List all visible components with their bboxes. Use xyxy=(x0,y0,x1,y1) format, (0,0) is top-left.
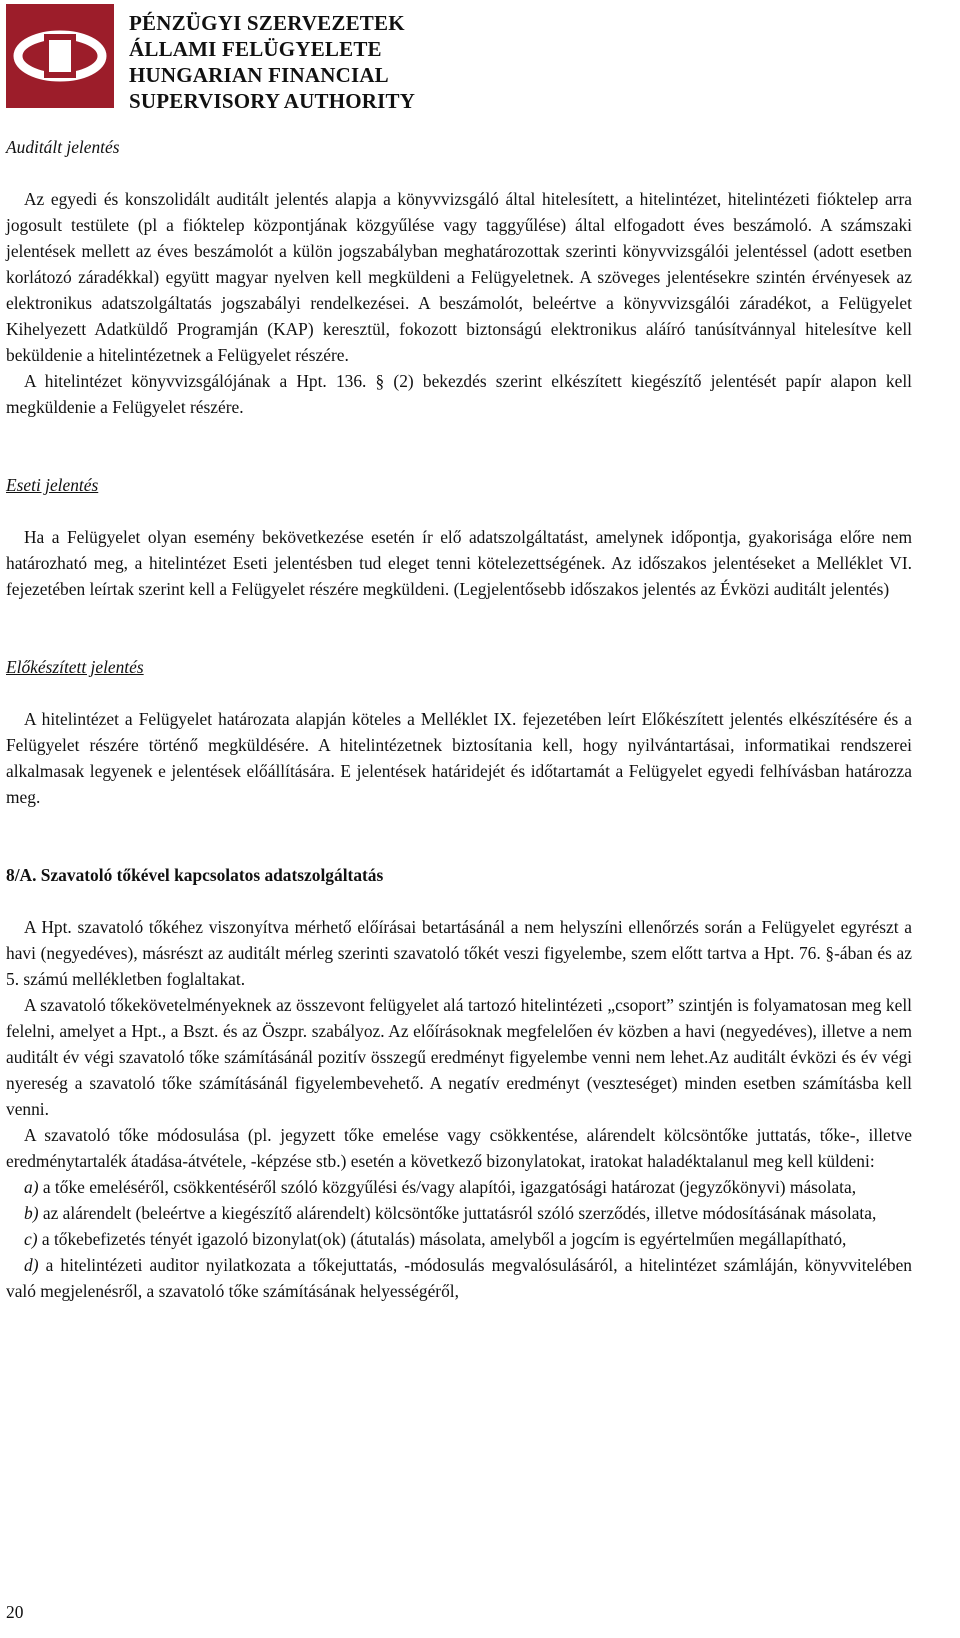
logo-mark-icon xyxy=(6,4,114,108)
section-title-prepared: Előkészített jelentés xyxy=(6,657,144,677)
list-marker: a) xyxy=(24,1177,39,1197)
org-name-line: PÉNZÜGYI SZERVEZETEK xyxy=(129,11,405,35)
list-item-text: a tőke emeléséről, csökkentéséről szóló közgyűlési és/vagy alapítói, igazgatósági határozat (jegyzőkönyvi) másolata, xyxy=(42,1177,857,1197)
paragraph: Az egyedi és konszolidált auditált jelentés alapja a könyvvizsgáló által hitelesített, a hitelintézet, hitelintézeti fióktelep arra jogosult testülete (pl a fióktelep központjának közgyűlése vagy taggyűlése) által elfogadott éves beszámoló. A számszaki jelentések mellett az éves beszámolót a külön jogszabályban meghatározottak szerinti könyvvizsgálói jelentéssel (adott esetben korlátozó záradékkal) együtt magyar nyelven kell megküldeni a Felügyeletnek. A szöveges jelentésekre szintén érvényesek az elektronikus adatszolgáltatás jogszabályi rendelkezései. A beszámolót, beleértve a könyvvizsgálói záradékot, a Felügyelet Kihelyezett Adatküldő Programján (KAP) keresztül, fokozott biztonságú elektronikus aláíró tanúsítvánnyal hitelesítve kell beküldenie a hitelintézetnek a Felügyelet részére. xyxy=(6,189,912,365)
org-name-line: SUPERVISORY AUTHORITY xyxy=(129,89,416,113)
section-title-audited: Auditált jelentés xyxy=(6,137,120,157)
list-item-text: az alárendelt (beleértve a kiegészítő alárendelt) kölcsöntőke juttatásról szóló szerződés, illetve módosításának másolata, xyxy=(42,1203,877,1223)
paragraph: A szavatoló tőke módosulása (pl. jegyzett tőke emelése vagy csökkentése, alárendelt kölcsöntőke juttatás, tőke-, illetve eredménytartalék átadása-átvétele, -képzése stb.) esetén a következő bizonylatokat, iratokat haladéktalanul meg kell küldeni: xyxy=(6,1125,912,1171)
list-item-text: a hitelintézeti auditor nyilatkozata a tőkejuttatás, -módosulás megvalósulásáról, a hitelintézet számláján, könyvvitelében való megjelenésről, a szavatoló tőke számításának helyességéről, xyxy=(6,1255,912,1301)
document-body xyxy=(6,134,912,1304)
section-title-event: Eseti jelentés xyxy=(6,475,99,495)
section-title-capital: 8/A. Szavatoló tőkével kapcsolatos adatszolgáltatás xyxy=(6,865,384,885)
list-marker: d) xyxy=(24,1255,39,1275)
list-item xyxy=(6,1200,912,1226)
document-header xyxy=(6,4,626,113)
paragraph: Ha a Felügyelet olyan esemény bekövetkezése esetén ír elő adatszolgáltatást, amelynek időpontja, gyakorisága előre nem határozható meg, a hitelintézet Eseti jelentésben tud eleget tenni kötelezettségének. Az időszakos jelentéseket a Melléklet VI. fejezetében leírtak szerint kell a Felügyelet részére megküldeni. (Legjelentősebb időszakos jelentés az Évközi auditált jelentés) xyxy=(6,527,912,599)
paragraph: A hitelintézet a Felügyelet határozata alapján köteles a Melléklet IX. fejezetében leírt Előkészített jelentés elkészítésére és a Felügyelet részére történő megküldésére. A hitelintézetnek biztosítania kell, hogy nyilvántartásai, informatikai rendszerei alkalmasak legyenek e jelentések előállítására. E jelentések határidejét és időtartamát a Felügyelet egyedi felhívásban határozza meg. xyxy=(6,709,912,807)
org-name-line: HUNGARIAN FINANCIAL xyxy=(129,63,389,87)
org-name-line: ÁLLAMI FELÜGYELETE xyxy=(129,37,382,61)
page-number: 20 xyxy=(6,1602,24,1622)
list-marker: c) xyxy=(24,1229,38,1249)
list-marker: b) xyxy=(24,1203,39,1223)
paragraph: A Hpt. szavatoló tőkéhez viszonyítva mérhető előírásai betartásánál a nem helyszíni ellenőrzés során a Felügyelet egyrészt a havi (negyedéves), másrészt az auditált mérleg szerinti szavatoló tőkét veszi figyelembe, szem előtt tartva a Hpt. 76. §-ában és az 5. számú mellékletben foglaltakat. xyxy=(6,917,912,989)
authority-logo xyxy=(6,4,114,108)
list-item xyxy=(6,1252,912,1304)
paragraph: A szavatoló tőkekövetelményeknek az összevont felügyelet alá tartozó hitelintézeti „csoport” szintjén is folyamatosan meg kell felelni, amelyet a Hpt., a Bszt. és az Öszpr. szabályoz. Az előírásoknak megfelelően év közben a havi (negyedéves), illetve a nem auditált év végi szavatoló tőke számításánál pozitív összegű eredményt figyelembe venni nem lehet.Az auditált évközi és év végi nyereség a szavatoló tőke számításánál figyelembevehető. A negatív eredményt (veszteséget) minden esetben számításba kell venni. xyxy=(6,995,912,1119)
paragraph: A hitelintézet könyvvizsgálójának a Hpt. 136. § (2) bekezdés szerint elkészített kiegészítő jelentését papír alapon kell megküldenie a Felügyelet részére. xyxy=(6,371,912,417)
organization-name xyxy=(129,10,415,114)
list-item xyxy=(6,1174,912,1200)
list-item-text: a tőkebefizetés tényét igazoló bizonylat(ok) (átutalás) másolata, amelyből a jogcím is egyértelműen megállapítható, xyxy=(41,1229,847,1249)
list-item xyxy=(6,1226,912,1252)
